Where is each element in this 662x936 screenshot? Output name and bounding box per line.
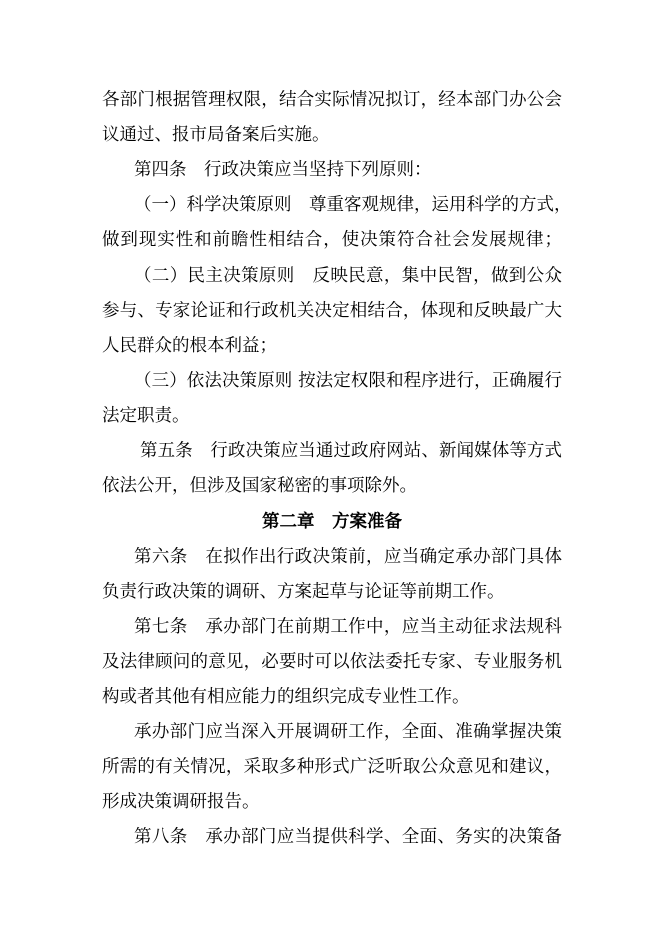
- paragraph-line: 各部门根据管理权限，结合实际情况拟订，经本部门办公会: [102, 90, 562, 110]
- paragraph-line: （二）民主决策原则 反映民意，集中民智，做到公众: [134, 266, 562, 286]
- paragraph-line: 参与、专家论证和行政机关决定相结合，体现和反映最广大: [102, 301, 562, 321]
- article-8-line: 第八条 承办部门应当提供科学、全面、务实的决策备: [134, 827, 562, 847]
- paragraph-line: 负责行政决策的调研、方案起草与论证等前期工作。: [102, 582, 505, 602]
- article-7-line: 第七条 承办部门在前期工作中，应当主动征求法规科: [134, 617, 562, 637]
- paragraph-line: 法定职责。: [102, 406, 190, 426]
- chapter-heading: 第二章 方案准备: [262, 512, 402, 532]
- paragraph-line: 形成决策调研报告。: [102, 792, 260, 812]
- paragraph-line: 所需的有关情况，采取多种形式广泛听取公众意见和建议，: [102, 757, 562, 777]
- paragraph-line: 做到现实性和前瞻性相结合，使决策符合社会发展规律；: [102, 230, 562, 250]
- article-5-line: 第五条 行政决策应当通过政府网站、新闻媒体等方式: [140, 441, 562, 461]
- paragraph-line: （三）依法决策原则 按法定权限和程序进行，正确履行: [134, 371, 562, 391]
- paragraph-line: 构或者其他有相应能力的组织完成专业性工作。: [102, 687, 470, 707]
- paragraph-line: 人民群众的根本利益；: [102, 336, 277, 356]
- paragraph-line: 承办部门应当深入开展调研工作，全面、准确掌握决策: [134, 722, 562, 742]
- paragraph-line: 议通过、报市局备案后实施。: [102, 125, 330, 145]
- article-6-line: 第六条 在拟作出行政决策前，应当确定承办部门具体: [134, 547, 562, 567]
- article-4-line: 第四条 行政决策应当坚持下列原则：: [134, 160, 432, 180]
- paragraph-line: （一）科学决策原则 尊重客观规律，运用科学的方式，: [134, 195, 572, 215]
- paragraph-line: 及法律顾问的意见，必要时可以依法委托专家、专业服务机: [102, 652, 562, 672]
- paragraph-line: 依法公开，但涉及国家秘密的事项除外。: [102, 476, 417, 496]
